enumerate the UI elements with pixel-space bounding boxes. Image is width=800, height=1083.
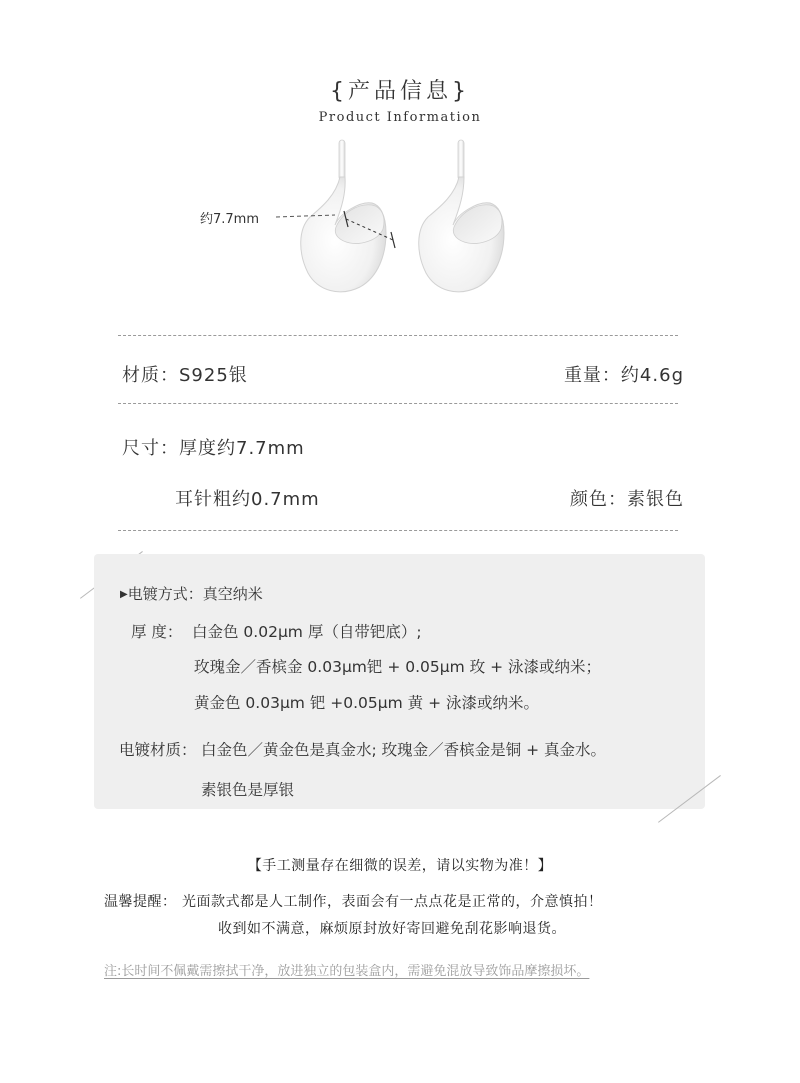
page-title: {产品信息} — [330, 79, 470, 104]
divider — [118, 335, 678, 336]
measurement-disclaimer: 【手工测量存在细微的误差，请以实物为准！】 — [247, 858, 553, 874]
plating-material-label: 电镀材质： — [119, 741, 197, 759]
weight-spec: 重量：约4.6g — [563, 365, 684, 386]
right-earring — [419, 140, 504, 292]
material-spec: 材质：S925银 — [122, 365, 248, 386]
plating-method: ▶电镀方式：真空纳米 — [120, 585, 263, 603]
plating-thickness-line: 白金色 0.02μm 厚（自带钯底）; — [192, 623, 422, 641]
size-spec: 尺寸：厚度约7.7mm — [122, 438, 305, 459]
plating-material-line: 白金色／黄金色是真金水; 玫瑰金／香槟金是铜 + 真金水。 — [201, 741, 606, 759]
plating-thickness-label: 厚 度： — [131, 623, 183, 641]
reminder-line: 光面款式都是人工制作，表面会有一点点花是正常的，介意慎拍！ — [182, 894, 603, 910]
page-subtitle: Product Information — [318, 110, 482, 125]
plating-thickness-line: 玫瑰金／香槟金 0.03μm钯 + 0.05μm 玫 + 泳漆或纳米； — [194, 658, 601, 676]
care-footnote: 注:长时间不佩戴需擦拭干净，放进独立的包装盒内，需避免混放导致饰品摩擦损坏。 — [104, 964, 590, 979]
needle-spec: 耳针粗约0.7mm — [175, 489, 320, 510]
color-spec: 颜色：素银色 — [570, 489, 684, 510]
reminder-label: 温馨提醒： — [104, 894, 177, 910]
thickness-measure-label: 约7.7mm — [200, 212, 260, 227]
divider — [118, 530, 678, 531]
reminder-line: 收到如不满意，麻烦原封放好寄回避免刮花影响退货。 — [218, 921, 566, 937]
triangle-bullet-icon: ▶ — [120, 589, 128, 600]
divider — [118, 403, 678, 404]
plating-material-line: 素银色是厚银 — [201, 781, 295, 799]
plating-thickness-line: 黄金色 0.03μm 钯 +0.05μm 黄 + 泳漆或纳米。 — [194, 694, 539, 712]
